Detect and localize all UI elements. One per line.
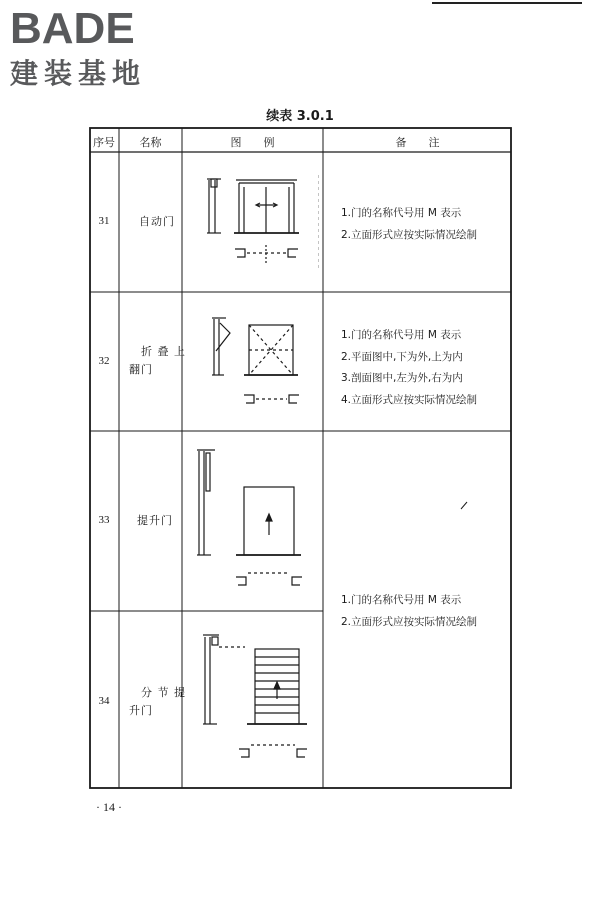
row-34-number: 34 — [98, 695, 110, 707]
automatic-door-figure — [199, 175, 319, 270]
row-34-name: 分 节 提 升门 — [129, 686, 186, 717]
sectional-lift-door-figure — [197, 627, 317, 777]
row-32-notes: 1.门的名称代号用 M 表示 2.平面图中,下为外,上为内 3.剖面图中,左为外,右为内 4.立面形式应按实际情况绘制 — [341, 329, 478, 406]
row-32-number: 32 — [98, 355, 110, 367]
lift-door-figure — [189, 443, 319, 603]
legend-table — [89, 127, 512, 789]
header-name: 名称 — [139, 136, 162, 149]
row-32-name: 折 叠 上 翻门 — [129, 345, 186, 376]
logo-brand: BADE — [10, 4, 135, 53]
row-31-notes: 1.门的名称代号用 M 表示 2.立面形式应按实际情况绘制 — [341, 207, 478, 241]
row-33-number: 33 — [98, 514, 110, 526]
top-rule — [432, 2, 582, 4]
header-legend: 图 例 — [230, 136, 275, 149]
folding-overhead-door-figure — [204, 313, 314, 413]
row-31-number: 31 — [98, 215, 110, 227]
header-notes: 备 注 — [395, 136, 440, 149]
brand-logo — [10, 4, 146, 92]
page-number: · 14 · — [96, 800, 122, 814]
header-seq: 序号 — [93, 136, 115, 149]
stray-mark — [459, 499, 471, 511]
row-33-name: 提升门 — [137, 514, 173, 527]
row-33-34-notes: 1.门的名称代号用 M 表示 2.立面形式应按实际情况绘制 — [341, 594, 478, 628]
row-31-name: 自动门 — [139, 215, 175, 228]
table-title: 续表 3.0.1 — [266, 109, 334, 124]
logo-subtitle: 建装基地 — [10, 57, 147, 90]
